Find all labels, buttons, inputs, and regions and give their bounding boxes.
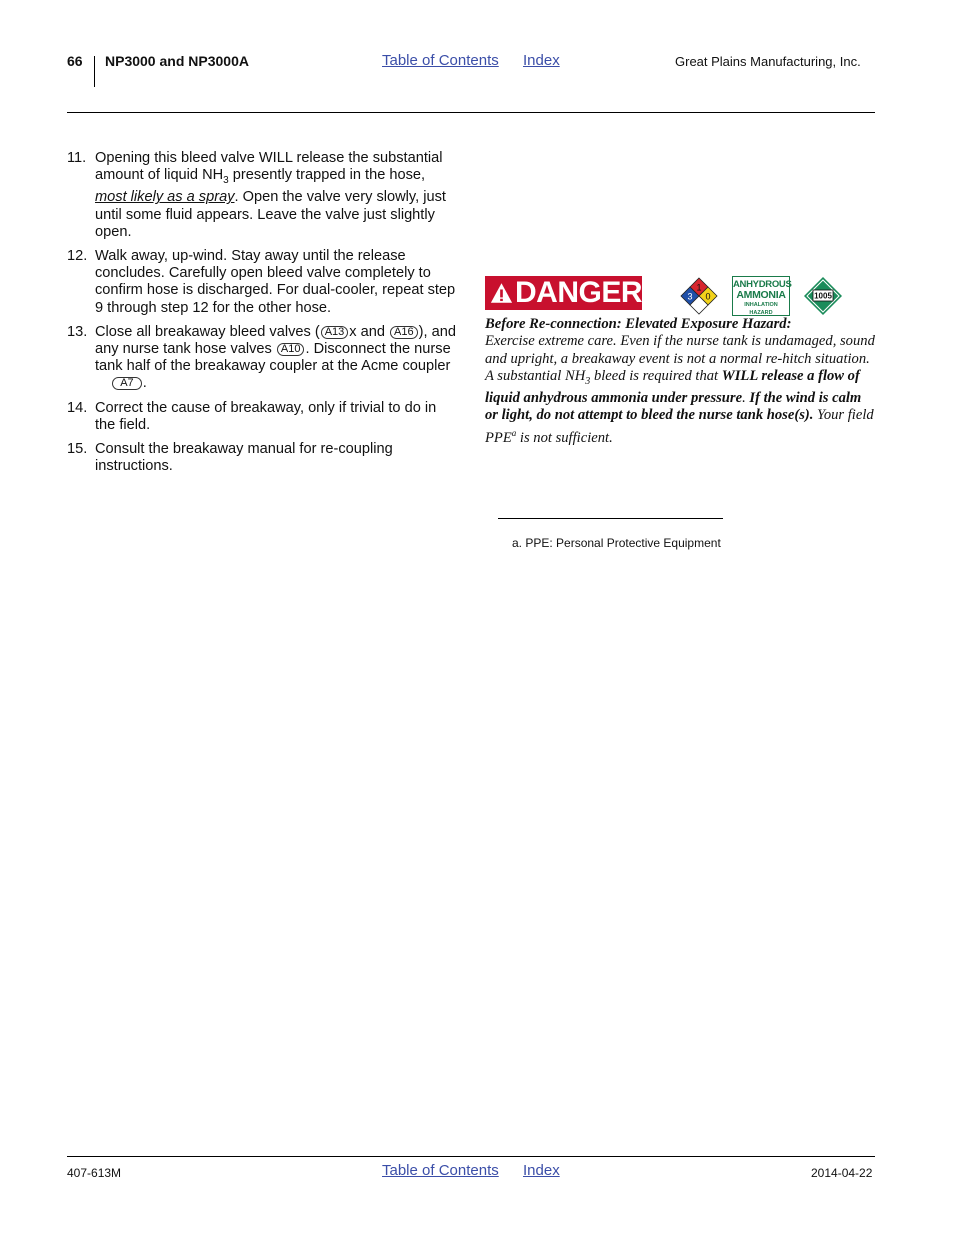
step-11: 11. Opening this bleed valve WILL release the substantial amount of liquid $NH_3$ presently trapped in the hose, most likely as a spray. Open the valve very slowly, just until some fluid appears. Leave the valve just slightly open. [67,150,446,240]
danger-message: Before Re-connection: Elevated Exposure Hazard: Exercise extreme care. Even if the nurse tank is undamaged, sound and upright, a breakaway event is not a normal re-hitch situation. A substantial $NH_3$ bleed is required that WILL release a flow of liquid anhydrous ammonia under pressure. If the wind is calm or light, do not attempt to bleed the nurse tank hose(s). Your field PPE$^a$ is not sufficient. [485,316,875,446]
header-toc-link[interactable]: Table of Contents [382,52,499,69]
nfpa-diamond-icon [680,277,718,315]
document-number: 407-613M [67,1166,122,1180]
footer-index-link[interactable]: Index [523,1162,560,1179]
callout-a10: A10 [277,343,305,356]
nfpa-fire-rating: 1 [696,282,702,293]
company-name: Great Plains Manufacturing, Inc. [675,54,861,69]
header-index-link[interactable]: Index [523,52,560,69]
danger-sign [485,276,642,310]
step-15: 15. Consult the breakaway manual for re-coupling instructions. [67,440,393,475]
footer-toc-link[interactable]: Table of Contents [382,1162,499,1179]
callout-a7: A7 [112,377,141,390]
footer-rule [67,1156,875,1157]
step-13: 13. Close all breakaway bleed valves ( A13 x and A16 ), and any nurse tank hose valves A10 . Disconnect the nurse tank half of the breakaway coupler at the Acme coupler A7 . [67,323,456,392]
anhydrous-ammonia-placard: ANHYDROUS AMMONIA INHALATION HAZARD [732,276,790,316]
step-14: 14. Correct the cause of breakaway, only if trivial to do in the field. [67,399,437,433]
publication-date: 2014-04-22 [811,1166,873,1180]
nfpa-reactivity-rating: 0 [705,291,711,302]
header-divider [94,56,95,87]
nfpa-health-rating: 3 [687,291,693,302]
un-number: 1005 [814,291,832,301]
page-number: 66 [67,53,83,69]
warning-triangle-icon [490,280,513,306]
callout-a16: A16 [390,326,418,339]
footnote-rule [498,518,723,519]
document-title: NP3000 and NP3000A [105,53,249,69]
danger-heading: Before Re-connection: Elevated Exposure Hazard: [485,316,792,332]
procedure-steps [67,150,459,482]
danger-word: DANGER [514,276,642,309]
footnote: a. PPE: Personal Protective Equipment [512,536,721,550]
step-12: 12. Walk away, up-wind. Stay away until the release concludes. Carefully open bleed valve completely to confirm hose is discharged. For dual-cooler, repeat step 9 through step 12 for the other hose. [67,247,456,316]
callout-a13: A13 [321,326,349,339]
un-1005-placard-icon [803,276,843,316]
header-rule [67,112,875,113]
